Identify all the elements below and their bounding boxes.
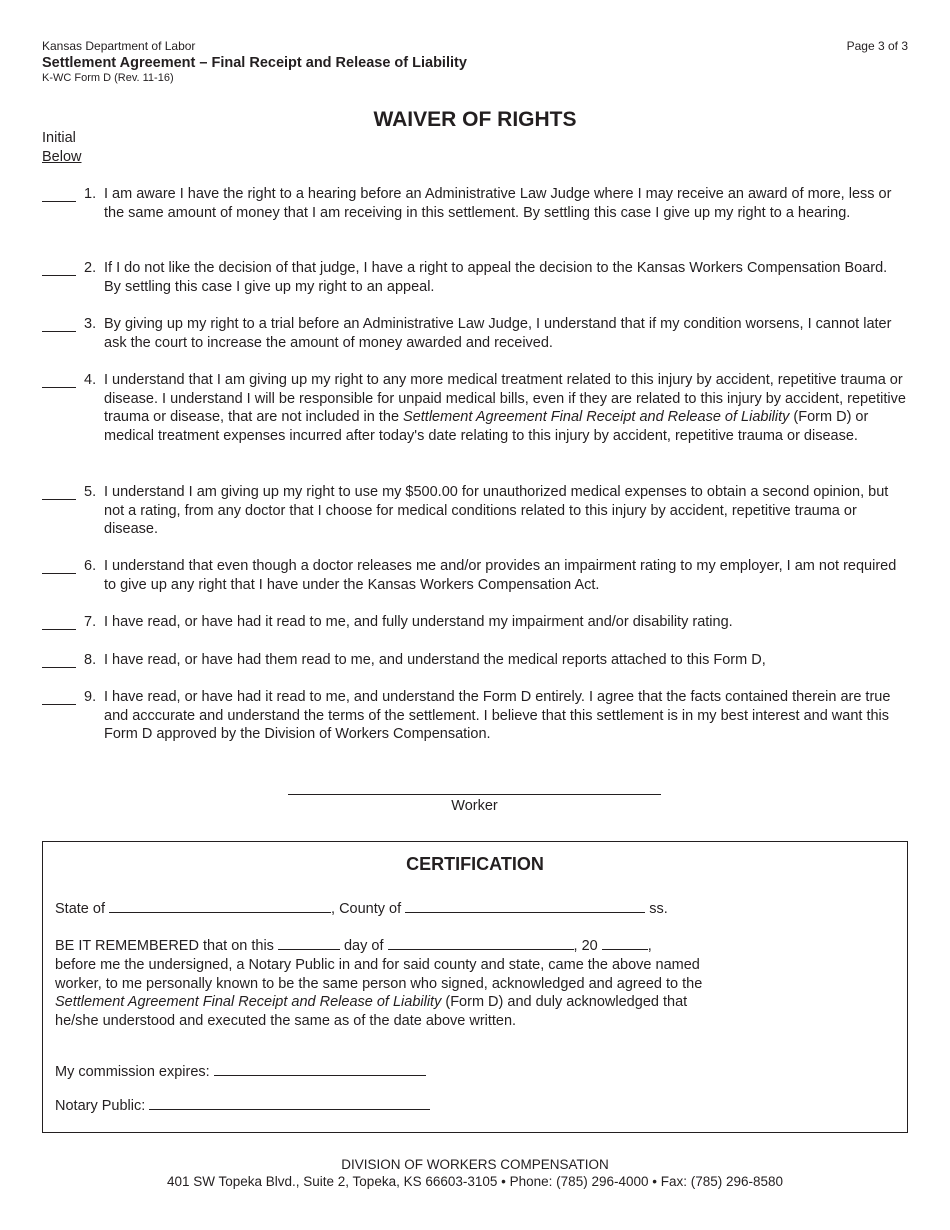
item-number: 6. <box>84 558 97 574</box>
form-id: K-WC Form D (Rev. 11-16) <box>42 72 174 84</box>
initial-blank-1[interactable] <box>42 185 76 202</box>
form-name-italic: Settlement Agreement Final Receipt and Release of Liability <box>55 994 442 1011</box>
item-text: I have read, or have had them read to me, and understand the medical reports attached to this Form D, <box>104 652 766 668</box>
item-text: By giving up my right to a trial before an Administrative Law Judge, I understand that if my condition worsens, I cannot later ask the court to increase the amount of money awarded and received. <box>104 316 892 351</box>
page-number: Page 3 of 3 <box>846 39 908 53</box>
year-field[interactable] <box>602 937 648 950</box>
item-number: 9. <box>84 689 97 705</box>
waiver-item-8 <box>42 651 908 670</box>
waiver-item-3 <box>42 315 908 352</box>
item-text: I have read, or have had it read to me, and understand the Form D entirely. I agree that the facts contained therein are true and acccurate and understand the terms of the settlement. I believe that this settlement is in my best interest and want this Form D approved by the Division of Workers Compensation. <box>104 689 891 743</box>
waiver-item-4 <box>42 371 908 445</box>
waiver-item-5 <box>42 483 908 539</box>
initial-below-label <box>42 129 82 167</box>
notary-line <box>55 1097 430 1116</box>
month-field[interactable] <box>388 937 574 950</box>
item-number: 4. <box>84 372 97 388</box>
commission-line <box>55 1063 426 1082</box>
below-label: Below <box>42 149 82 165</box>
item-text: I understand that even though a doctor releases me and/or provides an impairment rating to my employer, I am not required to give up any right that I have under the Kansas Workers Compensation Act. <box>104 558 897 593</box>
commission-label: My commission expires: <box>55 1064 210 1080</box>
initial-blank-2[interactable] <box>42 259 76 276</box>
item-text: I have read, or have had it read to me, and fully understand my impairment and/or disability rating. <box>104 614 733 630</box>
commission-expires-field[interactable] <box>214 1063 426 1076</box>
footer-address: 401 SW Topeka Blvd., Suite 2, Topeka, KS 66603-3105 • Phone: (785) 296-4000 • Fax: (785) 296-8580 <box>166 1174 784 1189</box>
item-number: 2. <box>84 260 97 276</box>
item-text: I understand I am giving up my right to use my $500.00 for unauthorized medical expenses to obtain a second opinion, but not a rating, from any doctor that I choose for medical conditions related to this injury by accident, repetitive trauma or disease. <box>104 484 889 538</box>
item-text: I am aware I have the right to a hearing before an Administrative Law Judge where I may receive an award of more, less or the same amount of money that I am receiving in this settlement. By settling this case I give up my right to a hearing. <box>104 186 892 221</box>
remembered-text: BE IT REMEMBERED that on this <box>55 938 274 954</box>
day-of-label: day of <box>343 938 384 954</box>
item-number: 7. <box>84 614 97 630</box>
initial-blank-3[interactable] <box>42 315 76 332</box>
year-prefix: , 20 <box>573 938 598 954</box>
ss-label: ss. <box>649 901 668 917</box>
initial-blank-9[interactable] <box>42 688 76 705</box>
remembered-line: BE IT REMEMBERED that on this day of , 20 , <box>55 938 652 954</box>
certification-title: CERTIFICATION <box>406 854 544 874</box>
day-number-field[interactable] <box>278 937 340 950</box>
form-title: Settlement Agreement – Final Receipt and Release of Liability <box>42 55 467 71</box>
waiver-item-1 <box>42 185 908 222</box>
footer-division: DIVISION OF WORKERS COMPENSATION <box>341 1157 609 1172</box>
form-name-italic: Settlement Agreement Final Receipt and Release of Liability <box>403 409 790 426</box>
state-label: State of <box>55 901 105 917</box>
agency-name: Kansas Department of Labor <box>42 39 196 53</box>
initial-blank-7[interactable] <box>42 613 76 630</box>
item-number: 3. <box>84 316 97 332</box>
waiver-item-7 <box>42 613 908 632</box>
state-field[interactable] <box>109 900 331 913</box>
initial-blank-5[interactable] <box>42 483 76 500</box>
worker-signature-line[interactable] <box>288 794 661 795</box>
waiver-item-9 <box>42 688 908 744</box>
initial-label: Initial <box>42 130 76 146</box>
item-number: 8. <box>84 652 97 668</box>
waiver-item-6 <box>42 557 908 594</box>
item-number: 1. <box>84 186 97 202</box>
county-field[interactable] <box>405 900 645 913</box>
notary-public-field[interactable] <box>149 1097 430 1110</box>
county-label: , County of <box>331 901 402 917</box>
page-title: WAIVER OF RIGHTS <box>373 108 577 131</box>
initial-blank-4[interactable] <box>42 371 76 388</box>
item-text: If I do not like the decision of that judge, I have a right to appeal the decision to the Kansas Workers Compensation Board. By settling this case I give up my right to an appeal. <box>104 260 888 295</box>
initial-blank-6[interactable] <box>42 557 76 574</box>
notary-label: Notary Public: <box>55 1098 146 1114</box>
worker-signature-label: Worker <box>451 798 498 814</box>
state-county-line <box>55 900 668 919</box>
initial-blank-8[interactable] <box>42 651 76 668</box>
waiver-item-2 <box>42 259 908 296</box>
certification-paragraph: before me the undersigned, a Notary Public in and for said county and state, came the above named worker, to me personally known to be the same person who signed, acknowledged and agreed to the Settlement Agreement Final Receipt and Release of Liability (Form D) and duly acknowledged that he/she understood and executed the same as of the date above written. <box>55 957 703 1029</box>
item-number: 5. <box>84 484 97 500</box>
item-text: I understand that I am giving up my right to any more medical treatment related to this injury by accident, repetitive trauma or disease. I understand I will be responsible for unpaid medical bills, even if they are related to this injury by accident, repetitive trauma or disease, that are not included in the Settlement Agreement Final Receipt and Release of Liability (Form D) or medical treatment expenses incurred after today's date relating to this injury by accident, repetitive trauma or disease. <box>104 372 906 444</box>
